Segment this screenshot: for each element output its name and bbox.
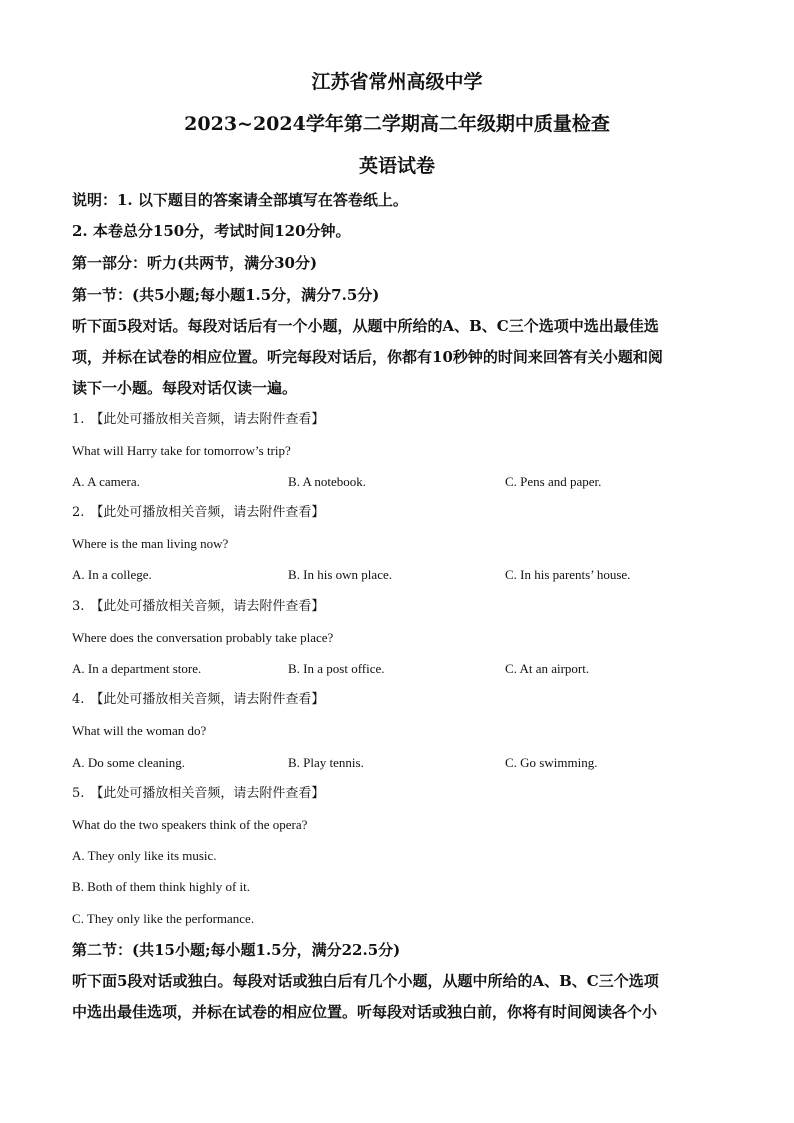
question-5-option-c: C. They only like the performance. (72, 911, 255, 926)
instruction-line-2: 2. 本卷总分150分，考试时间120分钟。 (72, 222, 351, 240)
question-2-option-a: A. In a college. (72, 567, 152, 582)
audio-note: 【此处可播放相关音频，请去附件查看】 (90, 412, 325, 427)
section1-directions-line-1: 听下面5段对话。每段对话后有一个小题，从题中所给的A、B、C三个选项中选出最佳选 (72, 317, 659, 335)
question-1-option-c: C. Pens and paper. (505, 474, 602, 489)
question-2-audio (72, 504, 324, 522)
school-title: 江苏省常州高级中学 (311, 71, 483, 93)
question-3-option-a: A. In a department store. (72, 661, 202, 676)
question-2-stem: Where is the man living now? (72, 536, 229, 551)
question-3-stem: Where does the conversation probably take place? (72, 630, 334, 645)
question-2-option-b: B. In his own place. (288, 567, 392, 582)
audio-note: 【此处可播放相关音频，请去附件查看】 (90, 786, 325, 801)
section2-heading: 第二节：(共15小题;每小题1.5分，满分22.5分) (72, 941, 401, 959)
question-3-option-b: B. In a post office. (288, 661, 385, 676)
audio-note: 【此处可播放相关音频，请去附件查看】 (90, 692, 325, 707)
question-3-option-c: C. At an airport. (505, 661, 590, 676)
question-4-audio (72, 691, 324, 709)
audio-note: 【此处可播放相关音频，请去附件查看】 (90, 505, 325, 520)
question-4-stem: What will the woman do? (72, 723, 207, 738)
question-3-audio (72, 598, 324, 616)
question-2-option-c: C. In his parents’ house. (505, 567, 631, 582)
section1-heading: 第一节：(共5小题;每小题1.5分，满分7.5分) (72, 286, 380, 304)
question-number: 4. (72, 692, 85, 707)
question-number: 1. (72, 412, 85, 427)
section2-directions-line-1: 听下面5段对话或独白。每段对话或独白后有几个小题，从题中所给的A、B、C三个选项 (72, 972, 659, 990)
question-number: 5. (72, 786, 85, 801)
section2-directions-line-2: 中选出最佳选项，并标在试卷的相应位置。听每段对话或独白前，你将有时间阅读各个小 (72, 1003, 658, 1021)
instruction-line-1: 说明：1. 以下题目的答案请全部填写在答卷纸上。 (72, 191, 408, 209)
section1-directions-line-3: 读下一小题。每段对话仅读一遍。 (72, 379, 298, 397)
question-1-stem: What will Harry take for tomorrow’s trip? (72, 443, 291, 458)
question-4-option-b: B. Play tennis. (288, 755, 364, 770)
section1-directions-line-2: 项，并标在试卷的相应位置。听完每段对话后，你都有10秒钟的时间来回答有关小题和阅 (72, 348, 663, 366)
question-1-audio (72, 411, 324, 429)
audio-note: 【此处可播放相关音频，请去附件查看】 (90, 599, 325, 614)
exam-title: 2023~2024学年第二学期高二年级期中质量检查 (184, 113, 610, 135)
subject-title: 英语试卷 (358, 155, 435, 177)
question-5-stem: What do the two speakers think of the opera? (72, 817, 308, 832)
question-1-option-a: A. A camera. (72, 474, 140, 489)
question-4-option-a: A. Do some cleaning. (72, 755, 186, 770)
part1-heading: 第一部分：听力(共两节，满分30分) (72, 254, 318, 272)
question-5-option-b: B. Both of them think highly of it. (72, 879, 251, 894)
question-5-option-a: A. They only like its music. (72, 848, 217, 863)
question-number: 2. (72, 505, 85, 520)
question-1-option-b: B. A notebook. (288, 474, 367, 489)
question-5-audio (72, 785, 324, 803)
question-number: 3. (72, 599, 85, 614)
question-4-option-c: C. Go swimming. (505, 755, 598, 770)
